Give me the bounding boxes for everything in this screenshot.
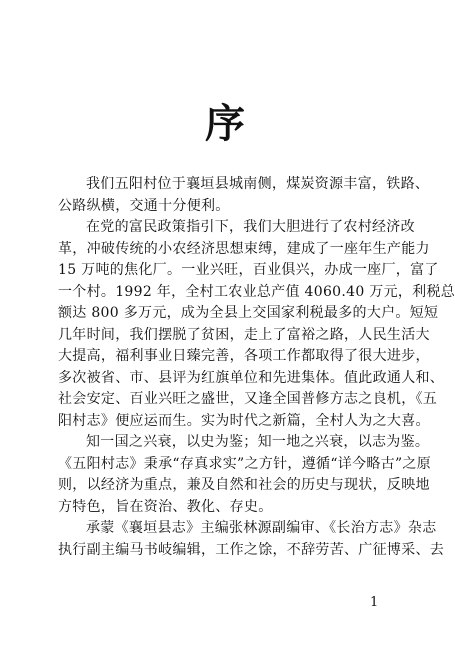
text-line: 执行副主编马书岐编辑，工作之馀，不辞劳苦、广征博采、去 [58,541,445,558]
text-line: 方特色，旨在资治、教化、存史。 [58,498,273,515]
text-line: 则，以经济为重点，兼及自然和社会的历史与现状，反映地 [58,477,430,493]
text-line: 额达 800 多万元，成为全县上交国家利税最多的大户。短短 [58,305,439,321]
text-line: 《五阳村志》秉承“存真求实”之方针，遵循“详今略古”之原 [58,455,432,472]
page-title: 序 [205,101,245,147]
text-line: 承蒙《襄垣县志》主编张林源副编审、《长治方志》杂志 [86,520,437,536]
text-line: 知一国之兴衰，以史为鉴；知一地之兴衰，以志为鉴。 [86,434,430,450]
text-line: 阳村志》便应运而生。实为时代之新篇，全村人为之大喜。 [58,412,430,429]
text-line: 公路纵横，交通十分便利。 [58,197,230,214]
page-number: 1 [370,595,379,610]
text-line: 在党的富民政策指引下，我们大胆进行了农村经济改 [86,219,415,235]
text-line: 社会安定、百业兴旺之盛世，又逢全国普修方志之良机，《五 [58,391,438,407]
text-line: 几年时间，我们摆脱了贫困，走上了富裕之路，人民生活大 [58,326,430,343]
text-line: 我们五阳村位于襄垣县城南侧，煤炭资源丰富，铁路、 [86,176,430,192]
text-line: 多次被省、市、县评为红旗单位和先进集体。值此政通人和、 [58,369,445,386]
preface-body [58,174,455,561]
text-line: 15 万吨的焦化厂。一业兴旺，百业俱兴，办成一座厂，富了 [58,262,439,278]
text-line: 一个村。1992 年，全村工农业总产值 4060.40 万元，利税总 [58,283,455,300]
text-line: 大提高，福利事业日臻完善，各项工作都取得了很大进步， [58,348,430,364]
text-line: 革，冲破传统的小农经济思想束缚，建成了一座年生产能力 [58,240,430,257]
